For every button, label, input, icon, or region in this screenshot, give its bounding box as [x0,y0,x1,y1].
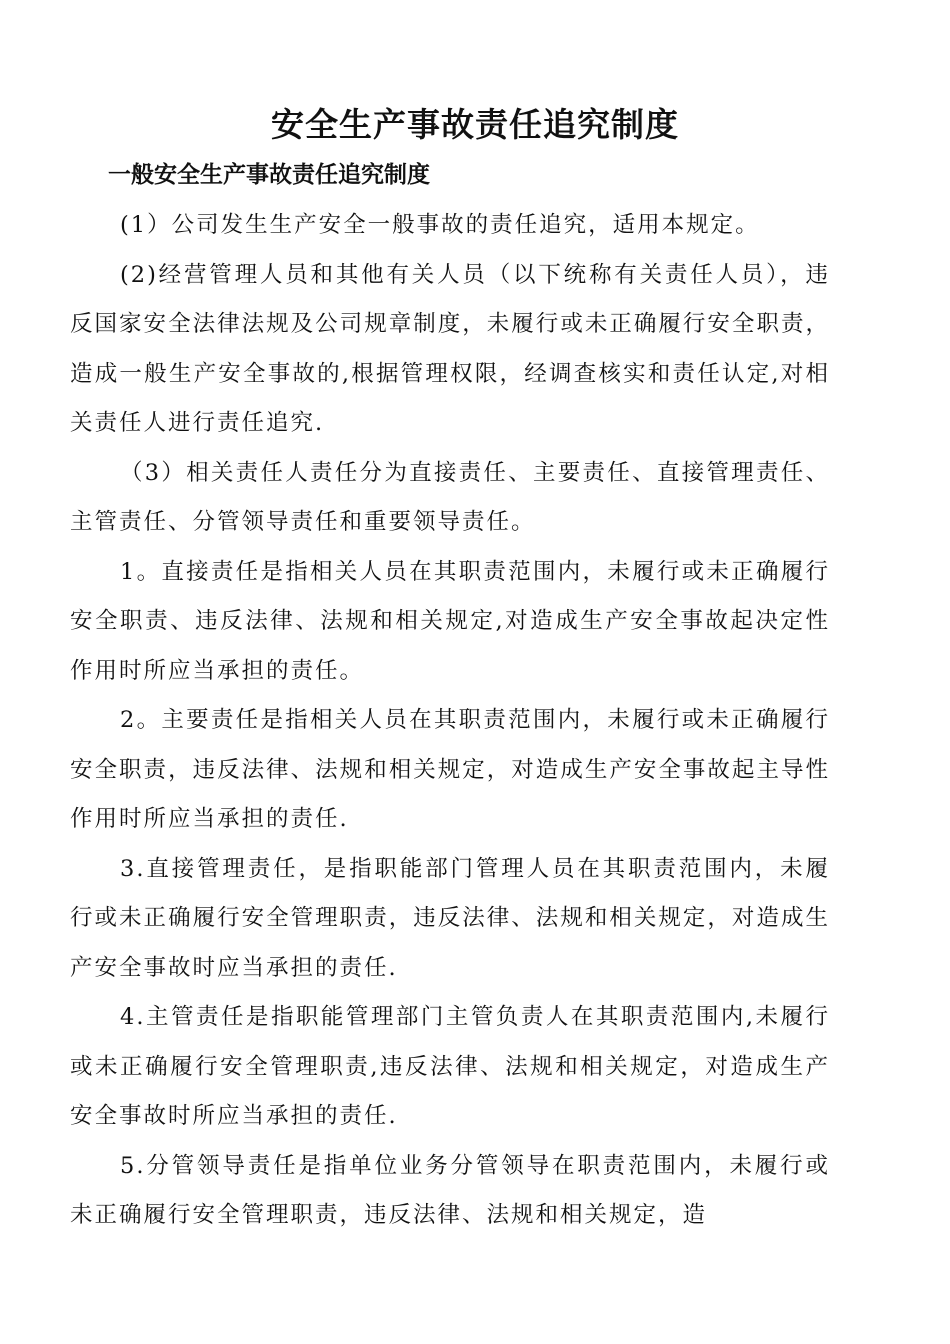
section-heading: 一般安全生产事故责任追究制度 [108,162,430,188]
paragraph-1: (1）公司发生生产安全一般事故的责任追究，适用本规定。 [120,212,760,238]
paragraph-7: 4.主管责任是指职能管理部门主管负责人在其职责范围内,未履行或未正确履行安全管理职责,违反法律、法规和相关规定，对造成生产安全事故时所应当承担的责任. [70,1004,830,1129]
document-title: 安全生产事故责任追究制度 [271,105,679,144]
paragraph-3: （3）相关责任人责任分为直接责任、主要责任、直接管理责任、主管责任、分管领导责任和重要领导责任。 [70,459,830,535]
paragraph-6: 3.直接管理责任，是指职能部门管理人员在其职责范围内，未履行或未正确履行安全管理职责，违反法律、法规和相关规定，对造成生产安全事故时应当承担的责任. [70,855,830,981]
paragraph-2: (2)经营管理人员和其他有关人员（以下统称有关责任人员），违反国家安全法律法规及公司规章制度，未履行或未正确履行安全职责，造成一般生产安全事故的,根据管理权限，经调查核实和责任认定,对相关责任人进行责任追究. [70,261,830,436]
document-body [70,201,830,1241]
paragraph-5: 2。主要责任是指相关人员在其职责范围内，未履行或未正确履行安全职责，违反法律、法规和相关规定，对造成生产安全事故起主导性作用时所应当承担的责任. [70,707,830,832]
paragraph-8: 5.分管领导责任是指单位业务分管领导在职责范围内，未履行或未正确履行安全管理职责，违反法律、法规和相关规定，造 [70,1152,830,1228]
paragraph-4: 1。直接责任是指相关人员在其职责范围内，未履行或未正确履行安全职责、违反法律、法规和相关规定,对造成生产安全事故起决定性作用时所应当承担的责任。 [70,558,830,684]
